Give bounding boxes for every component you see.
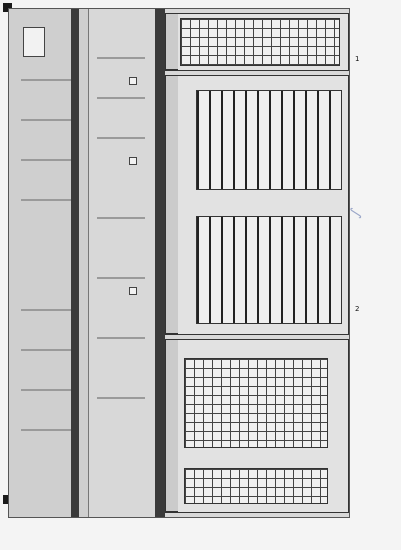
header-text-line <box>21 389 77 391</box>
header-text-line <box>21 309 77 311</box>
form-body <box>8 8 350 518</box>
instruction-line <box>97 217 145 219</box>
header-text-line <box>21 199 77 201</box>
instruction-line <box>97 137 145 139</box>
pen-mark: ∫ <box>346 205 365 221</box>
instruction-line <box>97 57 145 59</box>
ruled-area[interactable] <box>196 216 342 324</box>
instructions-block <box>91 17 151 507</box>
side-marker: 1 <box>355 55 360 63</box>
instruction-line <box>97 337 145 339</box>
side-marker: 2 <box>355 305 360 313</box>
entry-grid[interactable] <box>184 358 328 448</box>
table-heading <box>166 14 178 70</box>
table-block-bottom <box>165 339 349 513</box>
instruction-line <box>97 97 145 99</box>
entry-grid[interactable] <box>184 468 328 504</box>
checkbox[interactable] <box>129 157 137 165</box>
header-text-line <box>21 79 77 81</box>
table-heading <box>166 340 178 512</box>
table-block-top <box>165 13 349 71</box>
section-header-strip <box>155 9 165 517</box>
header-text-line <box>21 159 77 161</box>
table-heading <box>166 76 178 334</box>
entry-grid[interactable] <box>180 18 340 66</box>
instruction-line <box>97 277 145 279</box>
header-text-line <box>21 429 77 431</box>
section-header-strip <box>71 9 79 517</box>
instruction-line <box>97 397 145 399</box>
table-block-middle <box>165 75 349 335</box>
header-text-line <box>21 349 77 351</box>
code-entry-box[interactable] <box>23 27 45 57</box>
header-text-line <box>21 119 77 121</box>
ruled-area[interactable] <box>196 90 342 190</box>
checkbox[interactable] <box>129 287 137 295</box>
checkbox[interactable] <box>129 77 137 85</box>
